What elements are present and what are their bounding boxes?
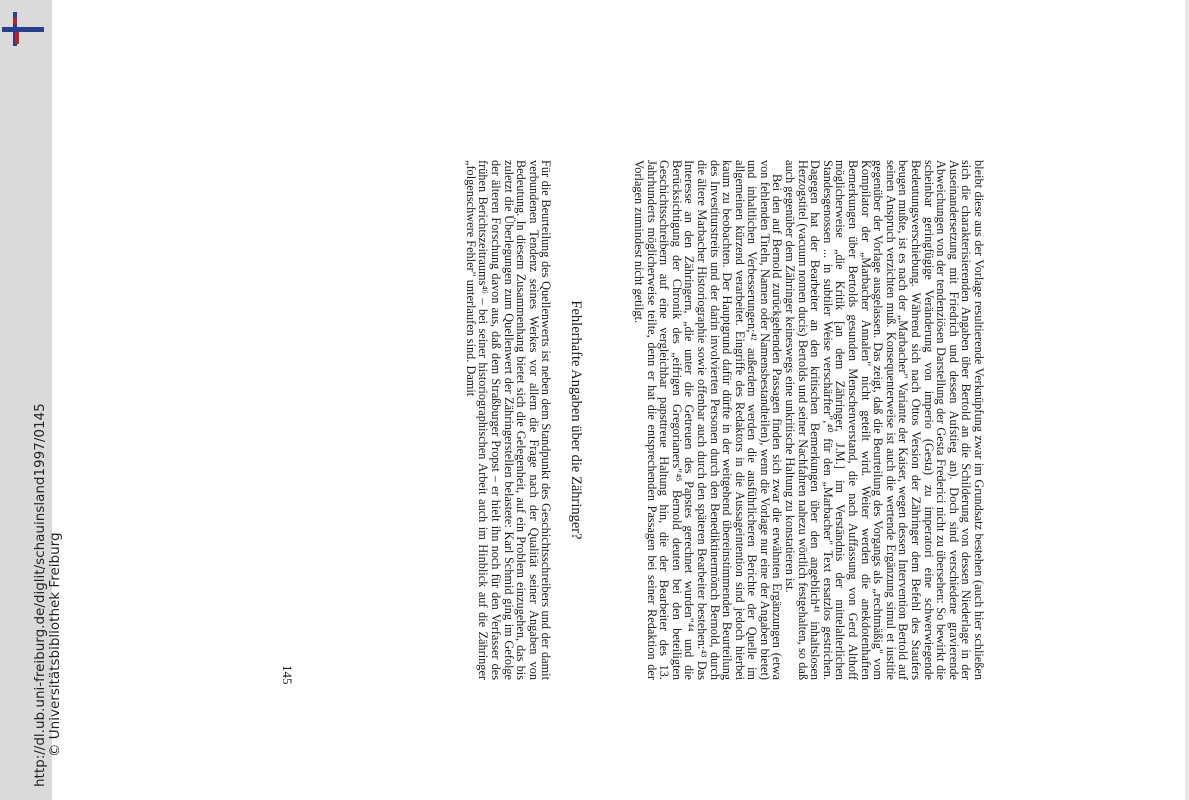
sidebar [0, 0, 63, 800]
page-edge [1185, 0, 1189, 800]
page-number: 145 [280, 665, 295, 685]
rotated-text-block [280, 160, 986, 685]
library-logo-icon [2, 8, 44, 50]
copyright-notice: © Universitätsbibliothek Freiburg [47, 532, 63, 757]
source-url[interactable]: http://dl.ub.uni-freiburg.de/diglit/schauinsland1997/0145 [32, 403, 48, 787]
section-heading: Fehlerhafte Angaben über die Zähringer? [568, 300, 585, 540]
paragraph-3: Für die Beurteilung des Quellenwerts ist neben dem Standpunkt des Geschichtsschreibers und der damit verbundenen Tendenz seines Werkes vor allem die Frage nach der Qualität seiner Angaben von Bedeutung. In diesem Zusammenhang bietet sich die Gelegenheit, auf ein Problem einzugehen, das bis zuletzt die Überlegungen zum Quellenwert der Zähringerstellen belastete: Karl Schmid ging im Gefolge der älteren Forschung davon aus, daß dem Straßburger Propst – er hielt ihn noch für den Verfasser des frühen Berichtszeitraums⁴⁶ – bei seiner historiographischen Arbeit auch im Hinblick auf die Zähringer „folgenschwere Fehler" unterlaufen sind. Damit [463, 160, 554, 680]
sidebar-caption [33, 403, 63, 787]
paragraph-1: bleibt diese aus der Vorlage resultierende Verknüpfung zwar im Grundsatz bestehen (auch hier schließen sich die charakterisierenden Angaben über Bertold an die Schilderung von dessen Niederlage in der Auseinandersetzung mit Friedrich und dessen Aufstieg an). Doch sind verschiedene gravierende Abweichungen von der tendenziösen Darstellung der Gesta Frederici nicht zu übersehen: So bewirkt die scheinbar geringfügige Veränderung von imperio (Gesta) zu imperatori eine schwerwiegende Bedeutungsverschiebung. Während sich nach Ottos Version der Zähringer dem Befehl des Staufers beugen mußte, ist es nach der „Marbacher" Variante der Kaiser, wegen dessen Intervention Bertold auf seinen Anspruch verzichten muß. Konsequenterweise ist auch die wertende Ergänzung simul et iustitie gegenüber der Vorlage ausgelassen. Das zeigt, daß die Beurteilung des Vorgangs als „rechtmäßig" vom Kompilator der „Marbacher Annalen" nicht geteilt wird. Weiter werden die anekdotenhaften Bemerkungen über Bertolds gesunden Menschenverstand, die nach Auffassung von Gerd Althoff möglicherweise „die Kritik [an dem Zähringer, J.M.] im Verständnis der mittelalterlichen Standesgenossen ... in subtiler Weise verschärfter",⁴⁰ für den „Marbacher" Text ersatzlos gestrichen. Dagegen hat der Bearbeiter an den kritischen Bemerkungen über den angeblich⁴¹ inhaltslosen Herzogstitel (vacuum nomen ducis) Bertolds und seiner Nachfahren nahezu wörtlich festgehalten, so daß auch gegenüber dem Zähringer keineswegs eine unkritische Haltung zu konstatieren ist. [783, 160, 986, 680]
paragraph-2: Bei den auf Bernold zurückgehenden Passagen finden sich zwar die erwähnten Ergänzungen (etwa von fehlenden Titeln, Namen oder Namensbestandteilen), wenn die Vorlage nur eine der Angaben bietet) und inhaltlichen Verbesserungen;⁴² außerdem werden die ausführlicheren Berichte der Quelle im allgemeinen kürzend verarbeitet. Eingriffe des Redaktors in die Aussageintention sind jedoch hierbei kaum zu beobachten. Der Hauptgrund dafür dürfte in der weitgehend übereinstimmenden Beurteilung des Investiturstreits und der darin involvierten Personen durch den Benediktinermönch Bernold, durch die ältere Marbacher Historiographie sowie offenbar auch durch den späteren Bearbeiter bestehen:⁴³ Das Interesse an den Zähringern, „die unter die Getreuen des Papstes gerechnet wurden"⁴⁴ und die Berücksichtigung der Chronik des „eifrigen Gregorianers"⁴⁵ Bernold deuten bei den beteiligten Geschichtsschreibern auf eine vergleichbar papsttreue Haltung hin, die der Bearbeiter des 13. Jahrhunderts möglicherweise teilte, denn er hat die entsprechenden Passagen bei seiner Redaktion der Vorlagen zumindest nicht getilgt. [631, 160, 785, 680]
